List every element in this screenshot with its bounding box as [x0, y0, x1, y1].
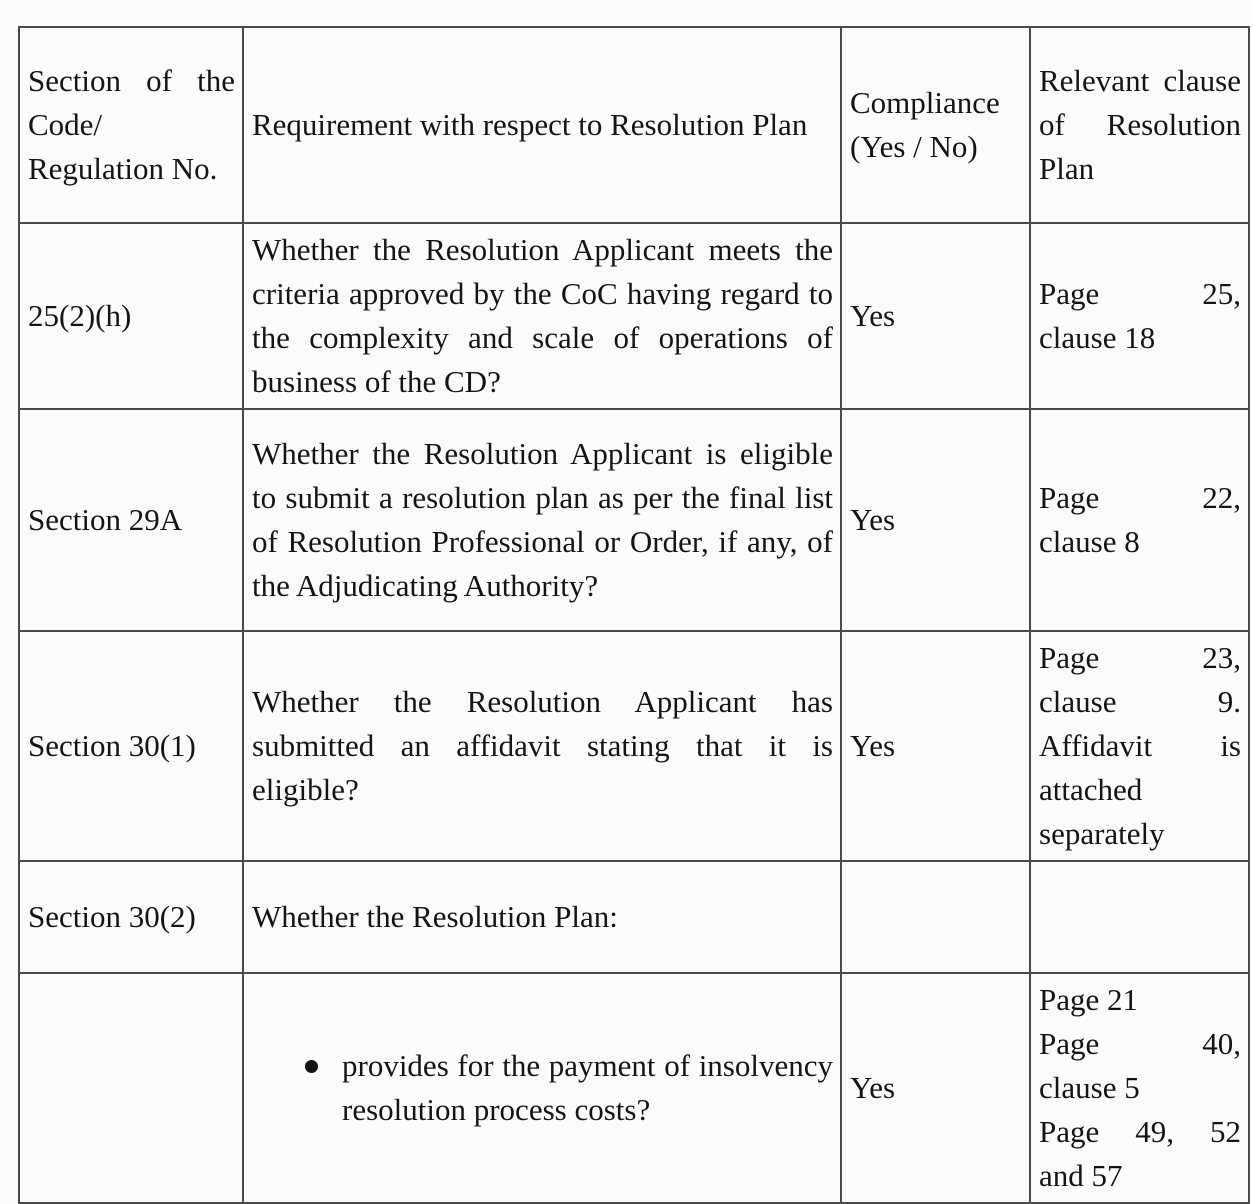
clause-line	[1039, 812, 1241, 856]
clause-cell	[1030, 973, 1249, 1203]
requirement-cell: Whether the Resolution Plan:	[243, 861, 841, 973]
clause-word: Page	[1039, 1026, 1100, 1061]
table-row	[19, 861, 1249, 973]
clause-line	[1039, 1154, 1241, 1198]
compliance-cell: Yes	[841, 409, 1030, 631]
clause-word: is	[1220, 728, 1241, 763]
compliance-cell: Yes	[841, 631, 1030, 861]
clause-word: Affidavit	[1039, 728, 1153, 763]
clause-line	[1039, 316, 1241, 360]
compliance-table	[18, 26, 1250, 1204]
clause-word: 22,	[1202, 480, 1241, 515]
clause-word: clause 5	[1039, 1070, 1140, 1105]
section-cell: 25(2)(h)	[19, 223, 243, 409]
clause-cell	[1030, 223, 1249, 409]
clause-word: Page	[1039, 480, 1100, 515]
clause-cell	[1030, 631, 1249, 861]
clause-line	[1039, 520, 1241, 564]
table-row	[19, 631, 1249, 861]
compliance-cell: Yes	[841, 973, 1030, 1203]
header-clause: Relevant clause of Resolution Plan	[1030, 27, 1249, 223]
clause-word: 9.	[1217, 684, 1241, 719]
section-cell: Section 30(1)	[19, 631, 243, 861]
clause-line	[1039, 636, 1241, 680]
clause-word: clause 18	[1039, 320, 1156, 355]
clause-word: clause 8	[1039, 524, 1140, 559]
clause-word: 25,	[1202, 276, 1241, 311]
clause-line	[1039, 1110, 1241, 1154]
section-cell: Section 30(2)	[19, 861, 243, 973]
clause-line	[1039, 1022, 1241, 1066]
requirement-cell: Whether the Resolution Applicant meets the criteria approved by the CoC having regard to the complexity and scale of operations of business of the CD?	[243, 223, 841, 409]
clause-line	[1039, 476, 1241, 520]
section-cell	[19, 973, 243, 1203]
requirement-cell	[243, 973, 841, 1203]
table-header-row	[19, 27, 1249, 223]
clause-word: Page 21	[1039, 982, 1139, 1017]
clause-cell	[1030, 861, 1249, 973]
section-cell: Section 29A	[19, 409, 243, 631]
document-page	[18, 26, 1248, 1193]
clause-word: separately	[1039, 816, 1165, 851]
clause-word: Page	[1039, 1114, 1100, 1149]
clause-word: attached	[1039, 772, 1143, 807]
bullet-list	[252, 1044, 833, 1132]
table-row	[19, 223, 1249, 409]
clause-word: Page	[1039, 640, 1100, 675]
clause-line	[1039, 272, 1241, 316]
clause-word: 52	[1209, 1114, 1241, 1149]
header-requirement: Requirement with respect to Resolution Plan	[243, 27, 841, 223]
clause-word: 23,	[1202, 640, 1241, 675]
table-row	[19, 973, 1249, 1203]
header-section: Section of the Code/ Regulation No.	[19, 27, 243, 223]
clause-word: 49,	[1135, 1114, 1174, 1149]
header-compliance: Compliance (Yes / No)	[841, 27, 1030, 223]
clause-word: and 57	[1039, 1158, 1123, 1193]
clause-line	[1039, 768, 1241, 812]
bullet-item: provides for the payment of insolvency resolution process costs?	[342, 1044, 833, 1132]
compliance-cell: Yes	[841, 223, 1030, 409]
compliance-cell	[841, 861, 1030, 973]
clause-cell	[1030, 409, 1249, 631]
requirement-cell: Whether the Resolution Applicant has submitted an affidavit stating that it is eligible?	[243, 631, 841, 861]
clause-line	[1039, 978, 1241, 1022]
table-row	[19, 409, 1249, 631]
clause-line	[1039, 1066, 1241, 1110]
requirement-cell: Whether the Resolution Applicant is eligible to submit a resolution plan as per the final list of Resolution Professional or Order, if any, of the Adjudicating Authority?	[243, 409, 841, 631]
clause-line	[1039, 680, 1241, 724]
clause-word: clause	[1039, 684, 1117, 719]
clause-line	[1039, 724, 1241, 768]
clause-word: 40,	[1202, 1026, 1241, 1061]
clause-word: Page	[1039, 276, 1100, 311]
